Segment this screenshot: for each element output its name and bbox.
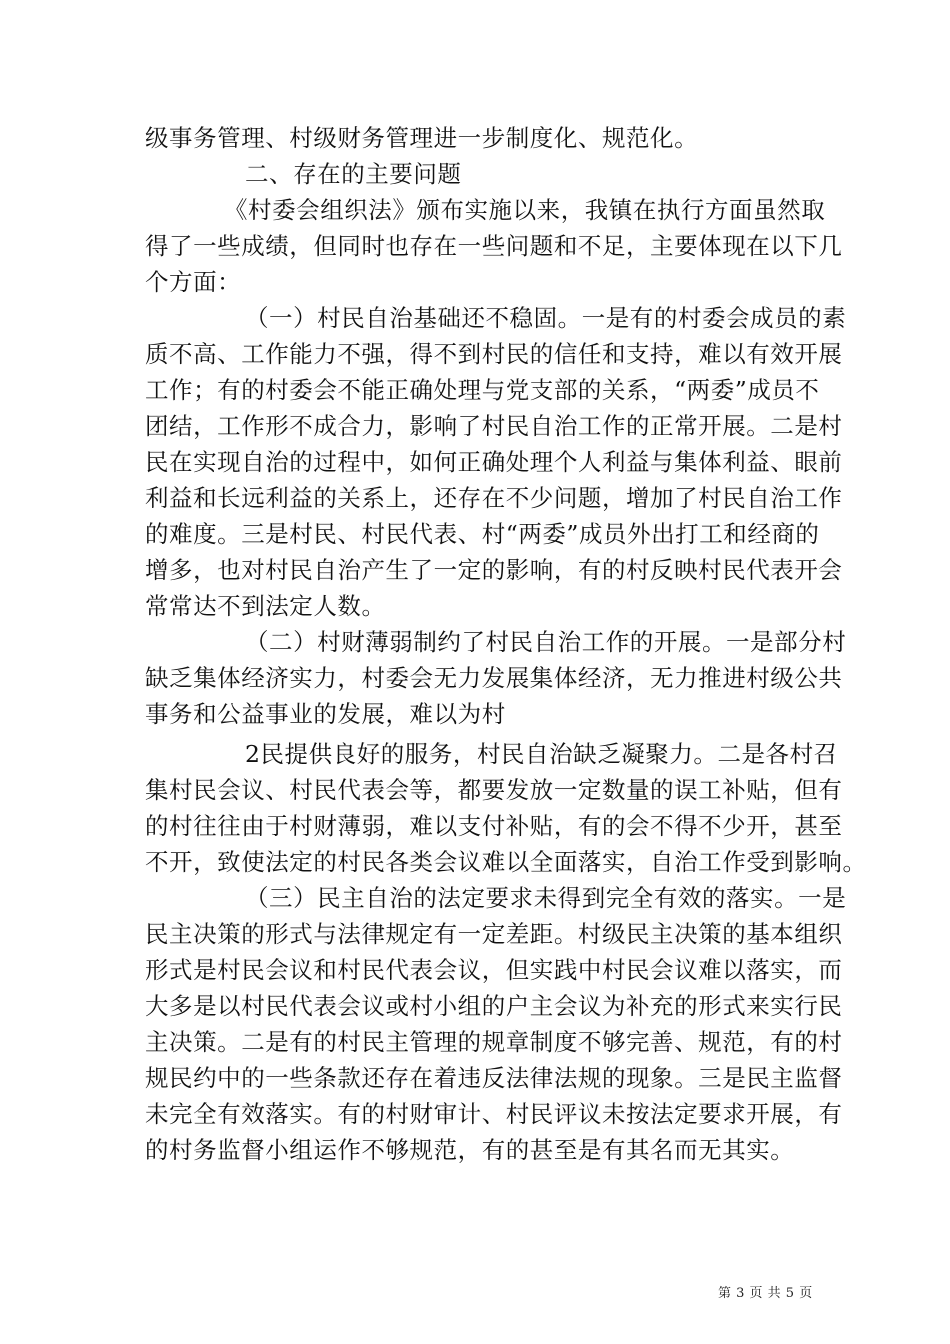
- text-line: 2民提供良好的服务，村民自治缺乏凝聚力。二是各村召: [245, 740, 838, 768]
- text-line: 的难度。三是村民、村民代表、村“两委”成员外出打工和经商的: [145, 520, 820, 548]
- text-line: 形式是村民会议和村民代表会议，但实践中村民会议难以落实，而: [145, 956, 843, 984]
- text-line: 集村民会议、村民代表会等，都要发放一定数量的误工补贴，但有: [145, 776, 843, 804]
- text-line: 级事务管理、村级财务管理进一步制度化、规范化。: [145, 124, 699, 152]
- text-line: 规民约中的一些条款还存在着违反法律法规的现象。三是民主监督: [145, 1064, 843, 1092]
- text-line: 《村委会组织法》颁布实施以来，我镇在执行方面虽然取: [224, 196, 826, 224]
- page-number-footer: 第 3 页 共 5 页: [718, 1286, 813, 1301]
- text-line: 不开，致使法定的村民各类会议难以全面落实，自治工作受到影响。: [145, 848, 867, 876]
- text-line: 个方面：: [145, 268, 242, 296]
- text-line: 未完全有效落实。有的村财审计、村民评议未按法定要求开展，有: [145, 1100, 843, 1128]
- text-line: 缺乏集体经济实力，村委会无力发展集体经济，无力推进村级公共: [145, 664, 843, 692]
- section-heading: 二、存在的主要问题: [245, 160, 462, 188]
- text-line: 增多，也对村民自治产生了一定的影响，有的村反映村民代表开会: [145, 556, 843, 584]
- text-line: （一）村民自治基础还不稳固。一是有的村委会成员的素: [245, 304, 847, 332]
- text-line: 的村往往由于村财薄弱，难以支付补贴，有的会不得不少开，甚至: [145, 812, 843, 840]
- text-line: （三）民主自治的法定要求未得到完全有效的落实。一是: [245, 884, 847, 912]
- text-line: 的村务监督小组运作不够规范，有的甚至是有其名而无其实。: [145, 1136, 795, 1164]
- text-line: 事务和公益事业的发展，难以为村: [145, 700, 506, 728]
- text-line: 工作；有的村委会不能正确处理与党支部的关系，“两委”成员不: [145, 376, 820, 404]
- text-line: 利益和长远利益的关系上，还存在不少问题，增加了村民自治工作: [145, 484, 843, 512]
- text-line: 大多是以村民代表会议或村小组的户主会议为补充的形式来实行民: [145, 992, 843, 1020]
- text-line: 主决策。二是有的村民主管理的规章制度不够完善、规范，有的村: [145, 1028, 843, 1056]
- text-line: 团结，工作形不成合力，影响了村民自治工作的正常开展。二是村: [145, 412, 843, 440]
- text-line: 民在实现自治的过程中，如何正确处理个人利益与集体利益、眼前: [145, 448, 843, 476]
- text-line: 常常达不到法定人数。: [145, 592, 386, 620]
- text-line: 民主决策的形式与法律规定有一定差距。村级民主决策的基本组织: [145, 920, 843, 948]
- text-line: 得了一些成绩，但同时也存在一些问题和不足，主要体现在以下几: [145, 232, 843, 260]
- text-line: （二）村财薄弱制约了村民自治工作的开展。一是部分村: [245, 628, 847, 656]
- text-line: 质不高、工作能力不强，得不到村民的信任和支持，难以有效开展: [145, 340, 843, 368]
